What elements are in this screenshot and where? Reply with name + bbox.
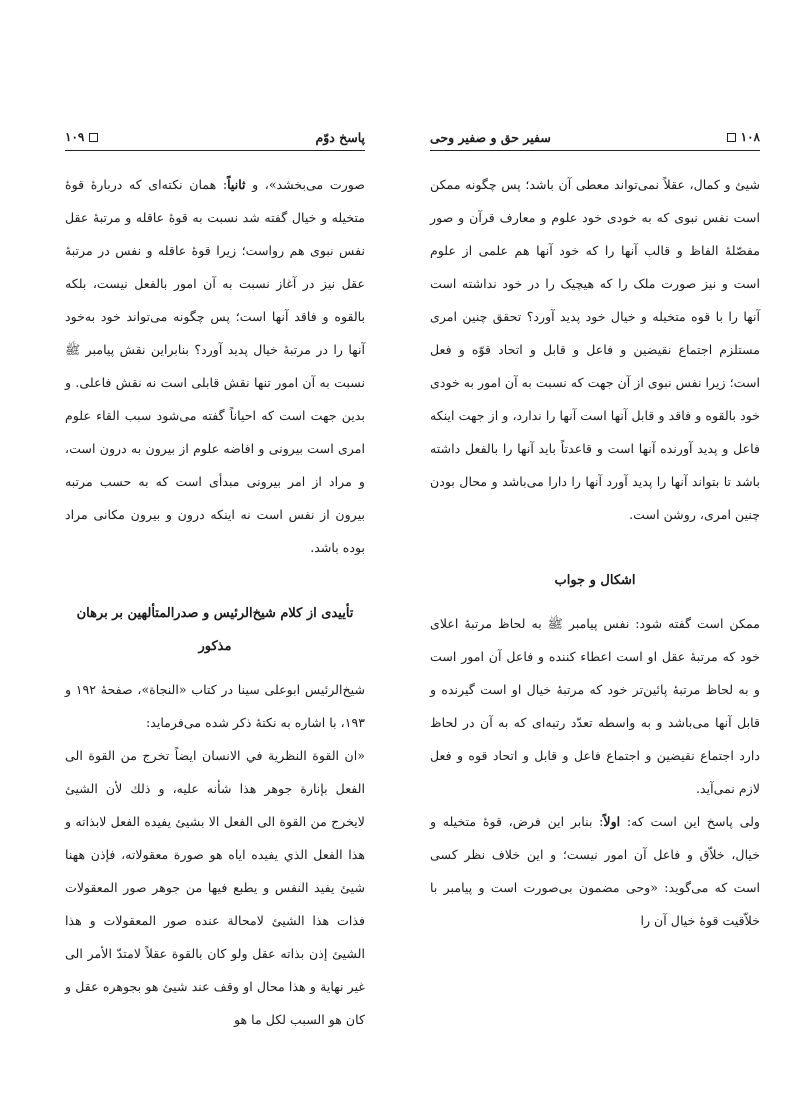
square-marker-icon bbox=[727, 133, 736, 142]
right-page-header bbox=[430, 127, 760, 147]
right-page-running-title: سفیر حق و صفیر وحی bbox=[430, 129, 551, 145]
left-page-header bbox=[65, 127, 365, 147]
left-page-running-title: پاسخ دوّم bbox=[315, 129, 365, 145]
paragraph: ولی پاسخ این است که: اولاً: بنابر این فرض، قوهٔ متخیله و خیال، خلاّق و فاعل آن امور نیست؛ و این خلاف نظر کسی است که می‌گوید: «وحی مضمون بی‌صورت است و پیامبر با خلاّقیت قوهٔ خیال آن را bbox=[430, 814, 760, 928]
page-number-text: ۱۰۹ bbox=[65, 130, 85, 144]
square-marker-icon bbox=[89, 133, 98, 142]
section-heading: اشکال و جواب bbox=[554, 573, 636, 588]
left-page-body bbox=[65, 168, 365, 1036]
right-page-number bbox=[727, 130, 760, 144]
paragraph: شیخ‌الرئیس ابوعلی سینا در کتاب «النجاة»، صفحهٔ ۱۹۲ و ۱۹۳، با اشاره به نکتهٔ ذکر شده می‌فرماید: bbox=[65, 682, 365, 730]
header-divider bbox=[430, 150, 760, 151]
right-page-body bbox=[430, 168, 760, 937]
page-number-text: ۱۰۸ bbox=[740, 130, 760, 144]
left-page bbox=[65, 0, 365, 1100]
arabic-quote: «ان القوة النظرية في الانسان ايضاً تخرج من القوة الى الفعل بإنارة جوهر هذا شأنه عليه، و ذلك لأن الشيئ لايخرج من القوة الى الفعل الا بشيئ يفيده الفعل لابذاته و هذا الفعل الذي يفيده اياه هو صورة معقولاته، فإذن ههنا شيئ يفيد النفس و يطبع فيها من جوهر صور المعقولات فذات هذا الشيئ لامحالة عنده صور المعقولات و هذا الشيئ إذن بذاته عقل ولو كان بالقوة عقلاً لامتدّ الأمر الى غير نهاية و هذا محال او وقف عند شيئ هو بجوهره عقل و كان هو السبب لكل ما هو bbox=[65, 748, 365, 1027]
right-page bbox=[430, 0, 760, 1100]
paragraph: شیئ و کمال، عقلاً نمی‌تواند معطی آن باشد؛ پس چگونه ممکن است نفس نبوی که به خودی خود علوم و معارف قرآن و صور مفصّلهٔ الفاظ و قالب آنها را که خود آنها هم علمی از علوم است و نیز صورت ملک را که هیچیک را در خود نداشته است آنها را با قوه متخیله و خیال خود پدید آورد؟ تحقق چنین امری مستلزم اجتماع نقیضین و فاعل و قابل و اتحاد قوّه و فعل است؛ زیرا نفس نبوی از آن جهت که نسبت به آن امور به خودی خود بالقوه و فاقد و قابل آنها است آنها را ندارد، و از جهت اینکه فاعل و پدید آورنده آنها است و قاعدتاً باید آنها را بالفعل داشته باشد تا بتواند آنها را پدید آورد آنها را دارا می‌باشد و محال بودن چنین امری، روشن است. bbox=[430, 177, 760, 522]
header-divider bbox=[65, 150, 365, 151]
section-heading: تأییدی از کلام شیخ‌الرئیس و صدرالمتألهین بر برهان مذکور bbox=[76, 606, 354, 654]
paragraph: ممکن است گفته شود: نفس پیامبر ﷺ به لحاظ مرتبهٔ اعلای خود که مرتبهٔ عقل او است اعطاء کننده و فاعل آن امور است و به لحاظ مرتبهٔ پائین‌تر خود که مرتبهٔ خیال او است گیرنده و قابل آنها می‌باشد و به واسطه تعدّد رتبه‌ای که به آن در لحاظ دارد اجتماع نقیضین و اجتماع فاعل و قابل و اتحاد قوه و فعل لازم نمی‌آید. bbox=[430, 616, 760, 796]
paragraph: صورت می‌بخشد»، و ثانیاً: همان نکته‌ای که دربارهٔ قوهٔ متخیله و خیال گفته شد نسبت به قوهٔ عاقله و مرتبهٔ عقل نفس نبوی هم رواست؛ زیرا قوهٔ عاقله و نفس در مرتبهٔ عقل نیز در آغاز نسبت به آن امور بالفعل نیست، بلکه بالقوه و فاقد آنها است؛ پس چگونه می‌تواند خود به‌خود آنها را در مرتبهٔ خیال پدید آورد؟ بنابراین نقش پیامبر ﷺ نسبت به آن امور تنها نقش قابلی است نه نقش فاعلی. و بدین جهت است که احیاناً گفته می‌شود سبب القاء علوم امری است بیرونی و افاضه علوم از بیرون به درون است، و مراد از امر بیرونی مبدأی است که به حسب مرتبه بیرون از نفس است نه اینکه درون و بیرون مکانی مراد بوده باشد. bbox=[65, 177, 365, 555]
left-page-number bbox=[65, 130, 98, 144]
